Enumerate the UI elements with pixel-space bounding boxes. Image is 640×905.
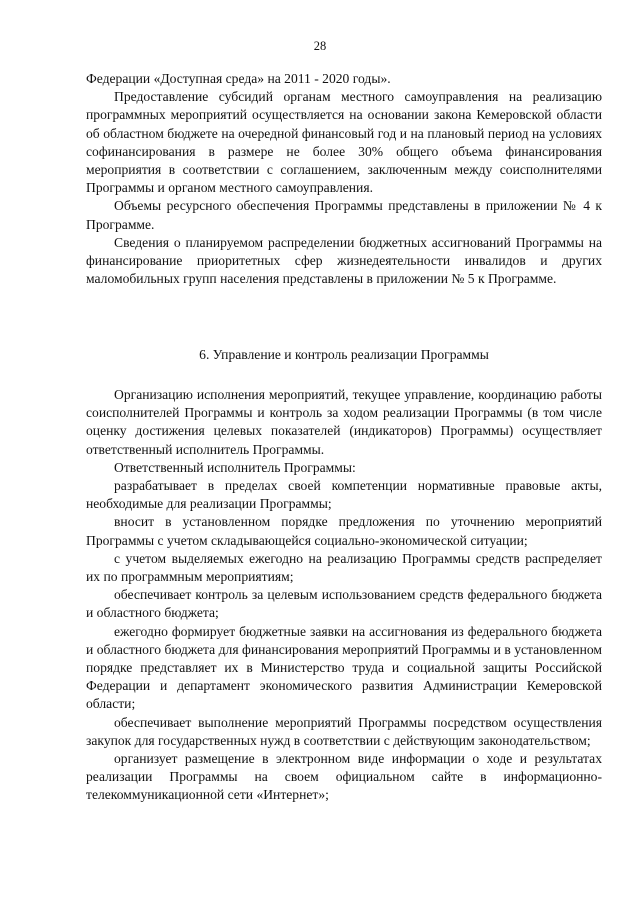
paragraph: Федерации «Доступная среда» на 2011 - 2020 годы». — [86, 71, 391, 86]
section-management-control — [86, 386, 602, 805]
section-heading: 6. Управление и контроль реализации Программы — [199, 347, 489, 362]
paragraph: Организацию исполнения мероприятий, текущее управление, координацию работы соисполнителей Программы и контроль за ходом реализации Программы (в том числе оценку достижения целевых показателей (индикаторов) Программы) осуществляет ответственный исполнитель Программы. — [86, 387, 602, 457]
list-item: разрабатывает в пределах своей компетенции нормативные правовые акты, необходимые для реализации Программы; — [86, 478, 602, 512]
paragraph: Объемы ресурсного обеспечения Программы представлены в приложении № 4 к Программе. — [86, 198, 602, 232]
list-item: с учетом выделяемых ежегодно на реализацию Программы средств распределяет их по программным мероприятиям; — [86, 550, 602, 585]
list-item: организует размещение в электронном виде информации о ходе и результатах реализации Программы на своем официальном сайте в информационно-телекоммуникационной сети «Интернет»; — [86, 751, 602, 803]
section-continuation — [86, 70, 602, 288]
list-item: обеспечивает контроль за целевым использованием средств федерального бюджета и областного бюджета; — [86, 587, 602, 621]
paragraph: Сведения о планируемом распределении бюджетных ассигнований Программы на финансирование приоритетных сфер жизнедеятельности инвалидов и других маломобильных групп населения представлены в приложении № 5 к Программе. — [86, 234, 602, 287]
list-item: обеспечивает выполнение мероприятий Программы посредством осуществления закупок для государственных нужд в соответствии с действующим законодательством; — [86, 714, 602, 748]
paragraph: Предоставление субсидий органам местного самоуправления на реализацию программных мероприятий осуществляется на основании закона Кемеровской области об областном бюджете на очередной финансовый год и на плановый период на условиях софинансирования в размере не более 30% общего объема финансирования мероприятия в соответствии с соглашением, заключенным между соисполнителями Программы и органом местного самоуправления. — [86, 89, 602, 196]
list-item: вносит в установленном порядке предложения по уточнению мероприятий Программы с учетом складывающейся социально-экономической ситуации; — [86, 514, 602, 548]
page-number: 28 — [313, 39, 327, 53]
paragraph: Ответственный исполнитель Программы: — [114, 459, 356, 475]
list-item: ежегодно формирует бюджетные заявки на ассигнования из федерального бюджета и областного бюджета для финансирования мероприятий Программы и в установленном порядке представляет их в Министерство труда и социальной защиты Российской Федерации и департамент экономического развития Администрации Кемеровской области; — [86, 623, 602, 712]
